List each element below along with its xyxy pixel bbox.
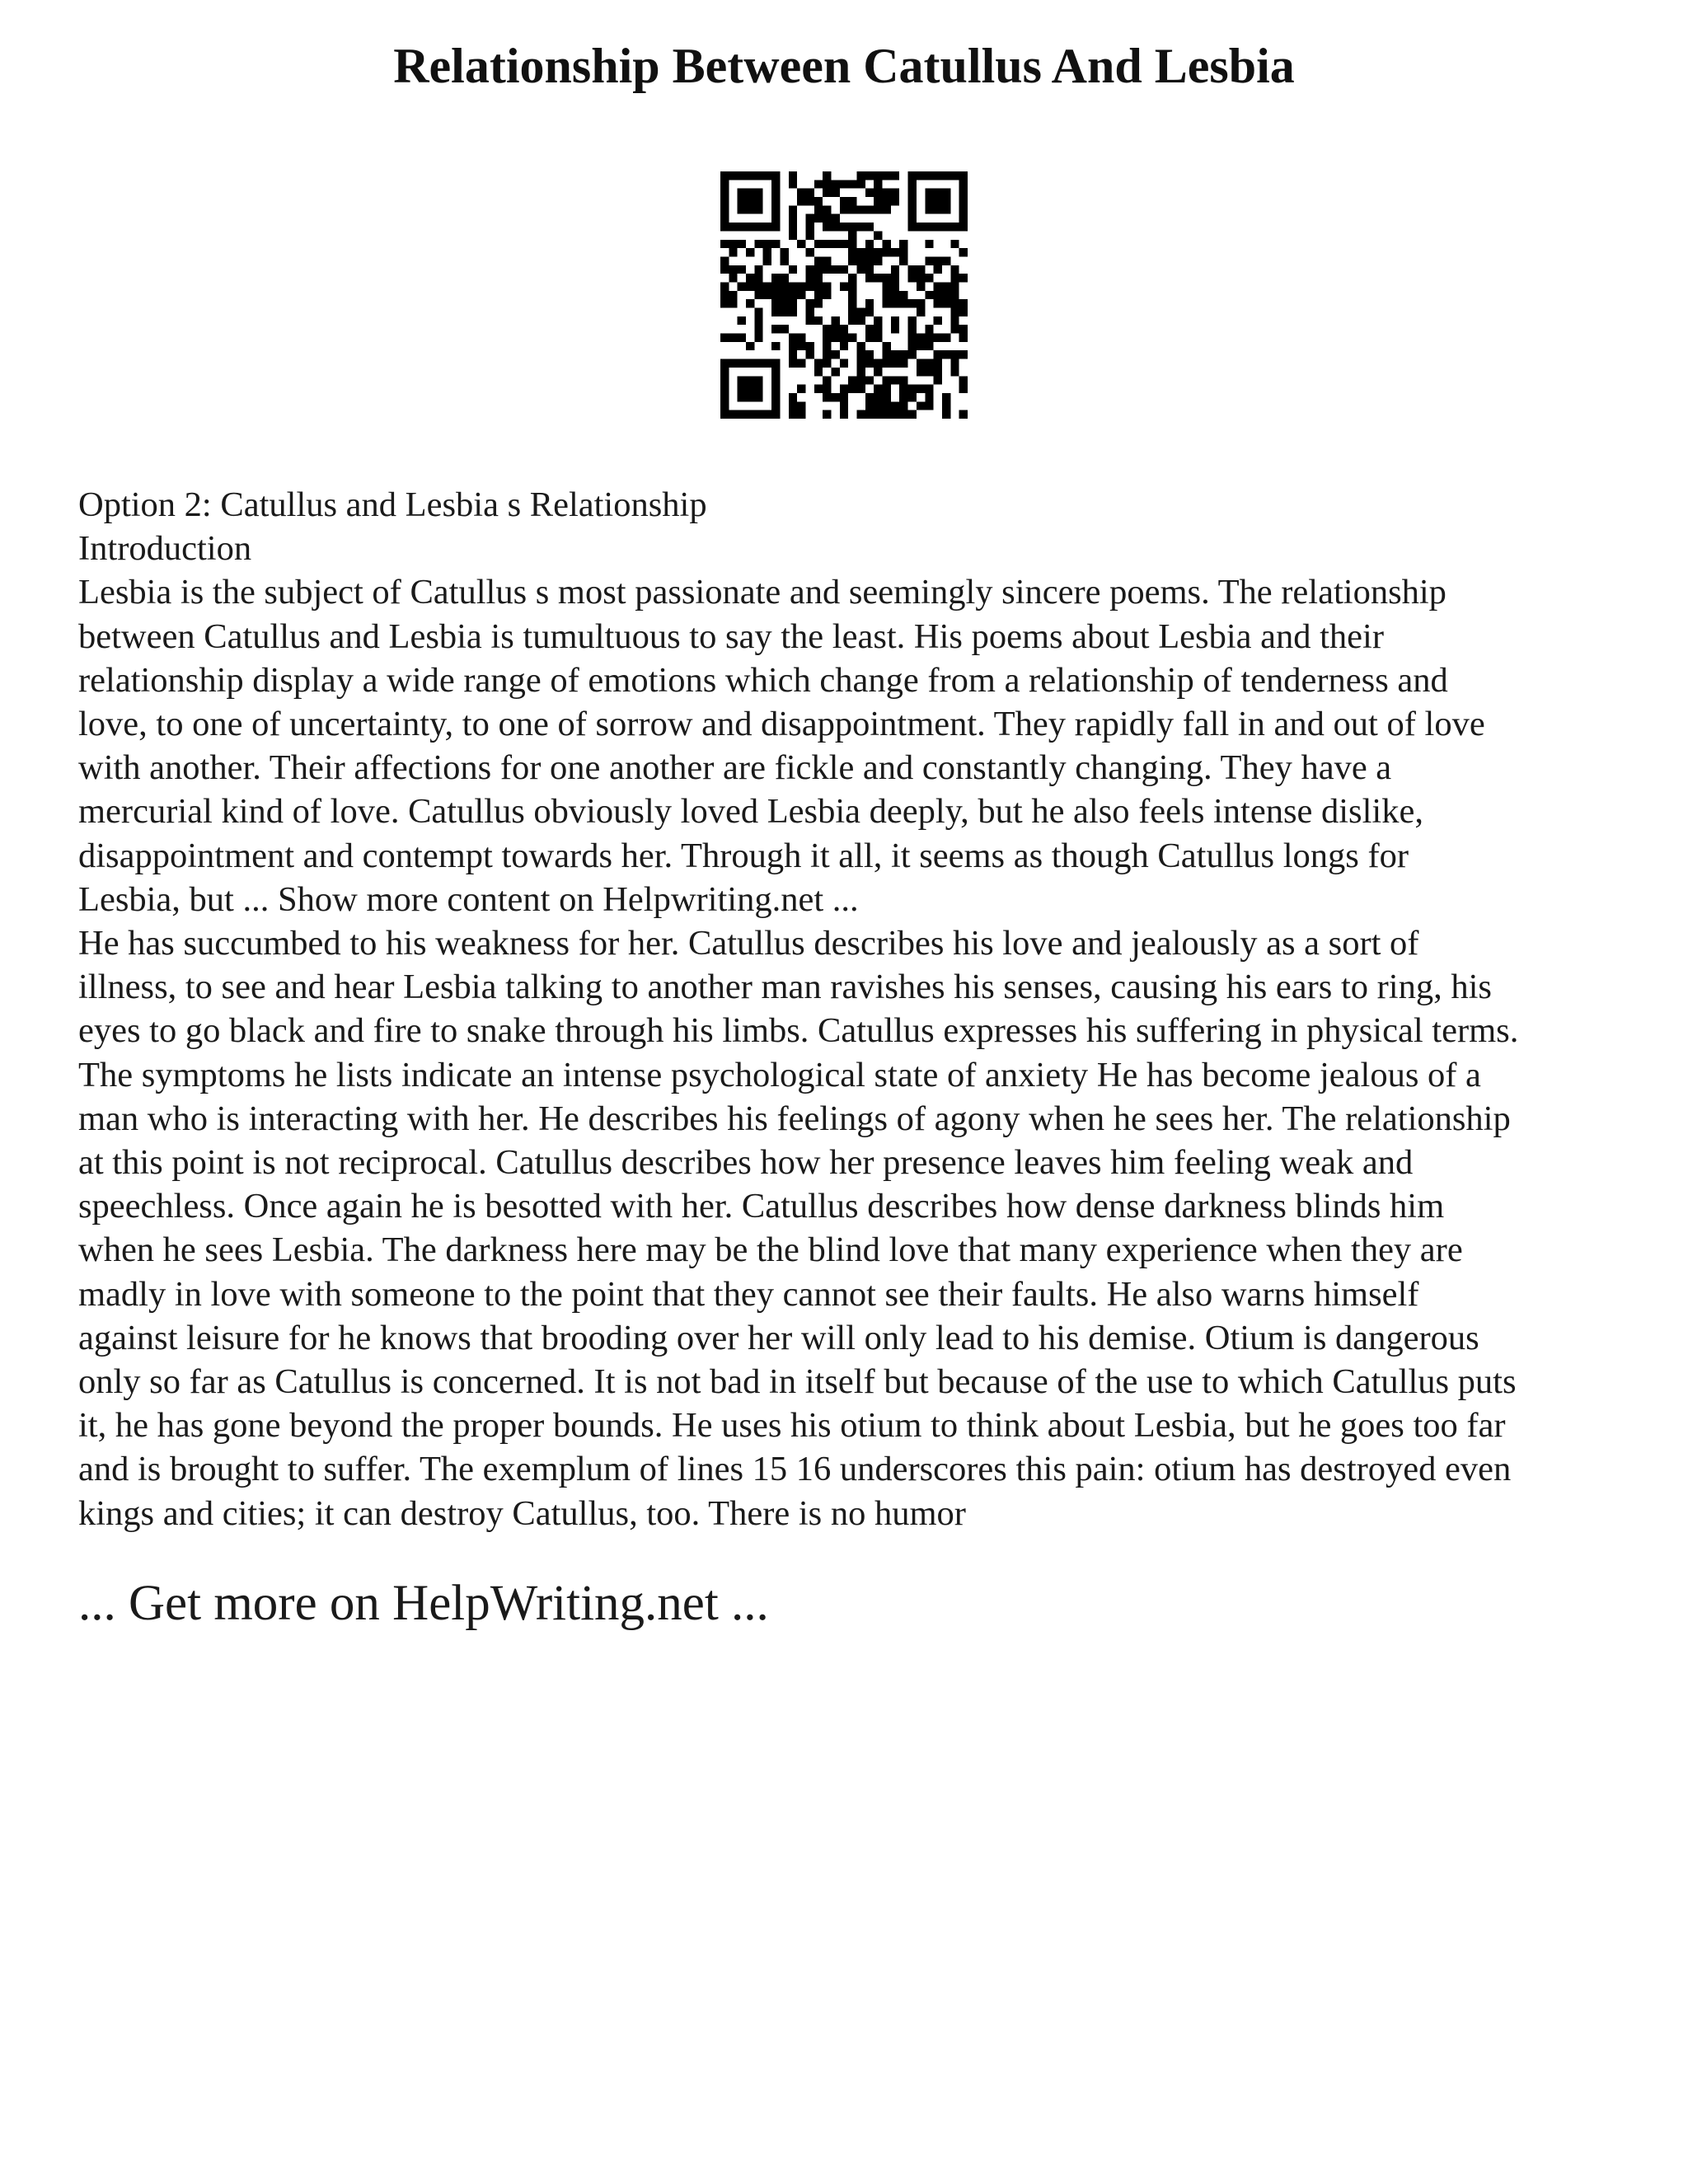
page-title: Relationship Between Catullus And Lesbia bbox=[393, 39, 1295, 93]
paragraph-line: illness, to see and hear Lesbia talking to another man ravishes his senses, causing his ears to ring, his bbox=[78, 968, 1492, 1007]
paragraph-line: He has succumbed to his weakness for her. Catullus describes his love and jealously as a sort of bbox=[78, 924, 1419, 963]
paragraph-line: kings and cities; it can destroy Catullus, too. There is no humor bbox=[78, 1493, 966, 1533]
paragraph-line: love, to one of uncertainty, to one of sorrow and disappointment. They rapidly fall in and out of love bbox=[78, 705, 1485, 744]
paragraph-line: relationship display a wide range of emotions which change from a relationship of tenderness and bbox=[78, 660, 1448, 700]
paragraph-line: disappointment and contempt towards her. Through it all, it seems as though Catullus longs for bbox=[78, 836, 1409, 875]
paragraph-line: mercurial kind of love. Catullus obviously loved Lesbia deeply, but he also feels intense dislike, bbox=[78, 792, 1423, 832]
paragraph-line: Lesbia, but ... Show more content on Helpwriting.net ... bbox=[78, 879, 859, 919]
paragraph-line: it, he has gone beyond the proper bounds. He uses his otium to think about Lesbia, but he goes too far bbox=[78, 1406, 1506, 1446]
paragraph-line: at this point is not reciprocal. Catullus describes how her presence leaves him feeling weak and bbox=[78, 1143, 1414, 1183]
paragraph-line: madly in love with someone to the point that they cannot see their faults. He also warns himself bbox=[78, 1274, 1419, 1314]
paragraph-line: eyes to go black and fire to snake through his limbs. Catullus expresses his suffering in physical terms. bbox=[78, 1011, 1519, 1051]
paragraph-line: Lesbia is the subject of Catullus s most passionate and seemingly sincere poems. The relationship bbox=[78, 573, 1447, 612]
paragraph-line: The symptoms he lists indicate an intense psychological state of anxiety He has become jealous of a bbox=[78, 1055, 1481, 1094]
section-subheading: Introduction bbox=[78, 529, 252, 569]
paragraph-line: against leisure for he knows that brooding over her will only lead to his demise. Otium is dangerous bbox=[78, 1318, 1479, 1357]
paragraph-line: man who is interacting with her. He describes his feelings of agony when he sees her. The relationship bbox=[78, 1099, 1511, 1138]
paragraph-line: with another. Their affections for one another are fickle and constantly changing. They have a bbox=[78, 748, 1392, 788]
paragraph-line: speechless. Once again he is besotted with her. Catullus describes how dense darkness blinds him bbox=[78, 1187, 1445, 1226]
get-more-link[interactable]: ... Get more on HelpWriting.net ... bbox=[78, 1576, 769, 1631]
qr-code-icon bbox=[720, 171, 968, 419]
paragraph-line: between Catullus and Lesbia is tumultuous to say the least. His poems about Lesbia and their bbox=[78, 616, 1384, 656]
paragraph-line: only so far as Catullus is concerned. It is not bad in itself but because of the use to which Catullus puts bbox=[78, 1362, 1517, 1402]
paragraph-line: when he sees Lesbia. The darkness here may be the blind love that many experience when they are bbox=[78, 1230, 1463, 1270]
section-heading: Option 2: Catullus and Lesbia s Relationship bbox=[78, 485, 707, 524]
article-body bbox=[78, 483, 1628, 1535]
paragraph-line: and is brought to suffer. The exemplum of lines 15 16 underscores this pain: otium has destroyed even bbox=[78, 1450, 1512, 1489]
